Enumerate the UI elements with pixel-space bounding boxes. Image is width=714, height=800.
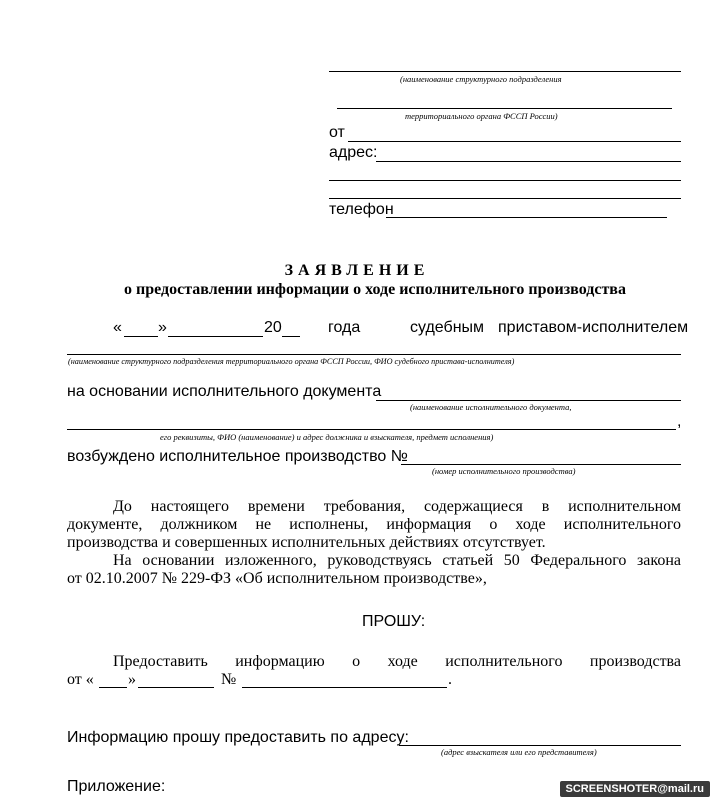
- date-day-line[interactable]: [124, 336, 158, 337]
- details-comma: ,: [677, 413, 682, 430]
- request-number-line[interactable]: [242, 687, 447, 688]
- opened-label: возбуждено исполнительное производство №: [67, 448, 408, 465]
- address-line-1[interactable]: [376, 161, 681, 162]
- date-month-line[interactable]: [168, 336, 263, 337]
- address-line-2[interactable]: [329, 180, 681, 181]
- paragraph1-line2: документе, должником не исполнены, информация о ходе исполнительного: [67, 516, 681, 533]
- hint-details: его реквизиты, ФИО (наименование) и адрес должника и взыскателя, предмет исполнения): [160, 432, 494, 442]
- request-line1: Предоставить информацию о ходе исполнительного производства: [113, 653, 681, 670]
- unit-name-line[interactable]: [329, 71, 681, 72]
- paragraph2-line1: На основании изложенного, руководствуясь статьей 50 Федерального закона: [113, 552, 681, 569]
- date-open-quote: «: [113, 319, 122, 336]
- bailiff-name-line[interactable]: [67, 354, 681, 355]
- from-line[interactable]: [348, 141, 681, 142]
- attachment-label: Приложение:: [67, 778, 166, 795]
- request-number-sign: №: [221, 671, 237, 688]
- phone-label: телефон: [329, 201, 394, 218]
- case-number-line[interactable]: [401, 464, 681, 465]
- paragraph1-line1: До настоящего времени требования, содержащиеся в исполнительном: [113, 498, 681, 515]
- date-year-line[interactable]: [282, 336, 300, 337]
- request-month-line[interactable]: [138, 687, 214, 688]
- org-name-line[interactable]: [337, 108, 672, 109]
- word-year: года: [328, 319, 361, 336]
- date-close-quote: »: [158, 319, 167, 336]
- document-details-line[interactable]: [67, 429, 676, 430]
- word-bailiff: приставом-исполнителем: [498, 319, 689, 336]
- address-request-label: Информацию прошу предоставить по адресу:: [67, 729, 409, 746]
- hint-case-number: (номер исполнительного производства): [432, 466, 576, 476]
- address-line-3[interactable]: [329, 198, 681, 199]
- request-from-prefix: от «: [67, 671, 94, 688]
- paragraph1-line3: производства и совершенных исполнительных действиях отсутствует.: [67, 534, 546, 551]
- address-label: адрес:: [329, 144, 378, 161]
- hint-unit-name: (наименование структурного подразделения: [400, 74, 562, 84]
- date-year-prefix: 20: [264, 319, 282, 336]
- request-close-quote: »: [128, 671, 136, 688]
- request-period: .: [448, 671, 452, 688]
- request-heading: ПРОШУ:: [362, 613, 426, 630]
- request-day-line[interactable]: [99, 687, 127, 688]
- hint-response-address: (адрес взыскателя или его представителя): [441, 747, 597, 757]
- word-by: судебным: [410, 319, 485, 336]
- hint-bailiff: (наименование структурного подразделения территориального органа ФССП России, ФИО судебного пристава-исполнителя): [68, 357, 515, 366]
- document-title: ЗАЯВЛЕНИЕ: [284, 262, 430, 279]
- response-address-line[interactable]: [399, 745, 681, 746]
- from-label: от: [329, 124, 345, 141]
- phone-line[interactable]: [386, 217, 667, 218]
- hint-org-name: территориального органа ФССП России): [405, 111, 558, 121]
- basis-label: на основании исполнительного документа: [67, 383, 382, 400]
- paragraph2-line2: от 02.10.2007 № 229-ФЗ «Об исполнительном производстве»,: [67, 570, 487, 587]
- document-subtitle: о предоставлении информации о ходе исполнительного производства: [124, 281, 626, 298]
- basis-document-line[interactable]: [376, 400, 681, 401]
- screenshoter-watermark: SCREENSHOTER@mail.ru: [560, 781, 710, 797]
- hint-document: (наименование исполнительного документа,: [410, 402, 572, 412]
